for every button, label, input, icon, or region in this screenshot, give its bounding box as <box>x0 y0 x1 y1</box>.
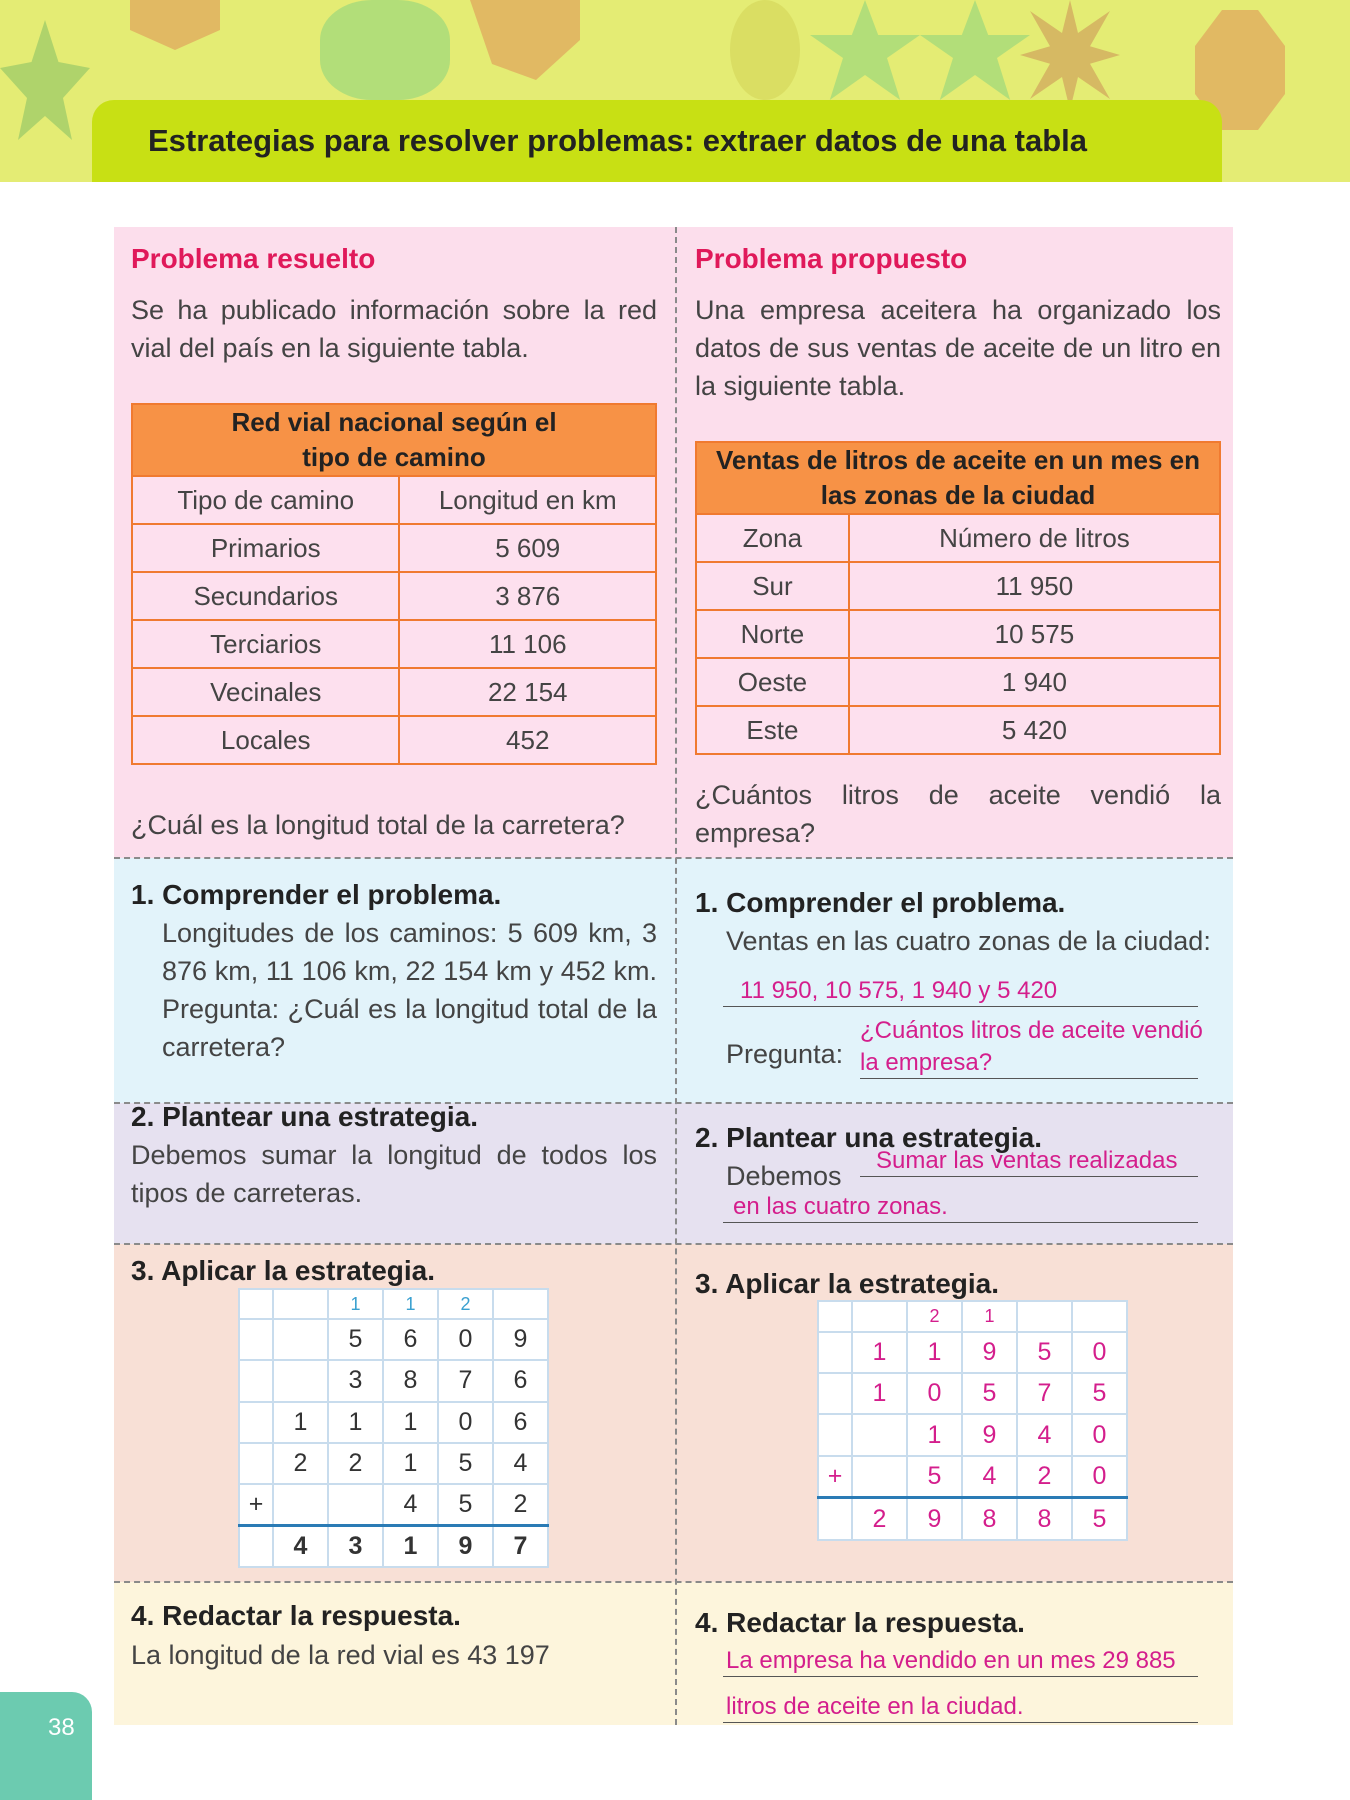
digit-cell <box>328 1484 383 1526</box>
cell: Norte <box>696 610 849 658</box>
digit-cell: 5 <box>438 1443 493 1484</box>
step4-answer-line2: litros de aceite en la ciudad. <box>723 1692 1198 1723</box>
left-step4-title: 4. Redactar la respuesta. <box>131 1600 461 1631</box>
grid-row <box>239 1443 548 1484</box>
digit-cell: 4 <box>962 1456 1017 1498</box>
table-row <box>132 668 656 716</box>
cell: 22 154 <box>399 668 656 716</box>
cell: Terciarios <box>132 620 399 668</box>
digit-cell <box>273 1360 328 1401</box>
column-header: Número de litros <box>849 514 1220 562</box>
operator-cell <box>239 1319 273 1360</box>
left-step3-title: 3. Aplicar la estrategia. <box>131 1255 435 1286</box>
proposed-problem-heading: Problema propuesto <box>695 243 968 274</box>
carry-digit: 1 <box>328 1289 383 1319</box>
operator-cell <box>239 1525 273 1567</box>
digit-cell: 5 <box>1072 1498 1127 1540</box>
digit-cell: 8 <box>1017 1498 1072 1540</box>
cell: Oeste <box>696 658 849 706</box>
question-answer-line1: ¿Cuántos litros de aceite vendió <box>860 1017 1203 1044</box>
digit-cell: 0 <box>1072 1332 1127 1373</box>
digit-cell: 5 <box>1072 1373 1127 1414</box>
cell: 3 876 <box>399 572 656 620</box>
cell: 11 950 <box>849 562 1220 610</box>
digit-cell: 0 <box>1072 1456 1127 1498</box>
grid-row <box>239 1289 548 1319</box>
cell: Secundarios <box>132 572 399 620</box>
carry-digit: 2 <box>438 1289 493 1319</box>
grid-row <box>239 1402 548 1443</box>
step4-answer-line1: La empresa ha vendido en un mes 29 885 <box>723 1646 1198 1677</box>
digit-cell: 1 <box>383 1443 438 1484</box>
digit-cell <box>852 1456 907 1498</box>
left-addition-grid <box>238 1288 549 1568</box>
table-title: Red vial nacional según el tipo de camino <box>132 404 656 476</box>
digit-cell: 2 <box>328 1443 383 1484</box>
digit-cell: 5 <box>907 1456 962 1498</box>
carry-digit <box>273 1289 328 1319</box>
divider <box>114 1581 1233 1583</box>
column-divider <box>675 227 677 1725</box>
digit-cell: 4 <box>1017 1414 1072 1455</box>
cell: Primarios <box>132 524 399 572</box>
right-intro: Una empresa aceitera ha organizado los datos de sus ventas de aceite de un litro en la siguiente tabla. <box>695 295 1221 401</box>
grid-row <box>239 1525 548 1567</box>
cell: 11 106 <box>399 620 656 668</box>
digit-cell: 1 <box>852 1332 907 1373</box>
carry-digit: 1 <box>383 1289 438 1319</box>
digit-cell: 1 <box>383 1402 438 1443</box>
table-row <box>132 524 656 572</box>
operator-cell <box>239 1443 273 1484</box>
digit-cell <box>852 1414 907 1455</box>
left-step2-title: 2. Plantear una estrategia. <box>131 1101 479 1132</box>
right-step2-title: 2. Plantear una estrategia. <box>695 1122 1043 1153</box>
right-step1-answer: 11 950, 10 575, 1 940 y 5 420 <box>723 976 1198 1007</box>
solved-problem-heading: Problema resuelto <box>131 243 376 274</box>
table-row <box>696 562 1220 610</box>
carry-digit <box>493 1289 548 1319</box>
table-title: Ventas de litros de aceite en un mes en las zonas de la ciudad <box>696 442 1220 514</box>
digit-cell: 9 <box>907 1498 962 1540</box>
digit-cell: 5 <box>1017 1332 1072 1373</box>
right-step1-title: 1. Comprender el problema. <box>695 887 1066 918</box>
grid-row <box>818 1373 1127 1414</box>
left-intro: Se ha publicado información sobre la red vial del país en la siguiente tabla. <box>131 295 657 363</box>
right-addition-grid <box>817 1300 1128 1541</box>
right-question <box>695 776 1221 848</box>
cell: 10 575 <box>849 610 1220 658</box>
digit-cell: 3 <box>328 1525 383 1567</box>
column-header: Longitud en km <box>399 476 656 524</box>
digit-cell: 0 <box>907 1373 962 1414</box>
carry-digit <box>239 1289 273 1319</box>
road-network-table <box>131 403 657 765</box>
grid-row <box>818 1332 1127 1373</box>
operator-cell: + <box>818 1456 852 1498</box>
left-step1-text: Longitudes de los caminos: 5 609 km, 3 876 km, 11 106 km, 22 154 km y 452 km. Pregunta: ¿Cuál es la longitud total de la carretera? <box>162 918 657 1062</box>
table-row <box>696 706 1220 754</box>
grid-row <box>239 1484 548 1526</box>
digit-cell: 2 <box>1017 1456 1072 1498</box>
column-header: Zona <box>696 514 849 562</box>
right-question-text: ¿Cuántos litros de aceite vendió la empresa? <box>695 780 1221 848</box>
step2-answer-line2: en las cuatro zonas. <box>723 1192 1198 1223</box>
right-step4-title: 4. Redactar la respuesta. <box>695 1607 1025 1638</box>
digit-cell: 4 <box>383 1484 438 1526</box>
digit-cell: 1 <box>273 1402 328 1443</box>
digit-cell: 2 <box>852 1498 907 1540</box>
cell: 452 <box>399 716 656 764</box>
grid-row <box>239 1319 548 1360</box>
cell: Este <box>696 706 849 754</box>
digit-cell: 2 <box>273 1443 328 1484</box>
step2-answer-line1: Sumar las ventas realizadas <box>860 1146 1198 1177</box>
operator-cell <box>818 1373 852 1414</box>
digit-cell: 9 <box>962 1414 1017 1455</box>
digit-cell: 6 <box>383 1319 438 1360</box>
operator-cell <box>818 1498 852 1540</box>
digit-cell: 6 <box>493 1402 548 1443</box>
carry-digit <box>852 1301 907 1332</box>
page-title: Estrategias para resolver problemas: extraer datos de una tabla <box>92 100 1222 182</box>
digit-cell: 1 <box>907 1332 962 1373</box>
operator-cell <box>818 1414 852 1455</box>
carry-digit: 2 <box>907 1301 962 1332</box>
grid-row <box>239 1360 548 1401</box>
cell: 5 420 <box>849 706 1220 754</box>
page-number: 38 <box>0 1692 92 1800</box>
left-question: ¿Cuál es la longitud total de la carretera? <box>131 810 625 840</box>
digit-cell: 7 <box>493 1525 548 1567</box>
carry-digit <box>818 1301 852 1332</box>
grid-row <box>818 1498 1127 1540</box>
right-step1-text: Ventas en las cuatro zonas de la ciudad: <box>726 926 1211 956</box>
digit-cell: 0 <box>438 1402 493 1443</box>
right-step3-title: 3. Aplicar la estrategia. <box>695 1268 999 1299</box>
digit-cell: 5 <box>328 1319 383 1360</box>
digit-cell: 9 <box>962 1332 1017 1373</box>
left-step2-text: Debemos sumar la longitud de todos los tipos de carreteras. <box>131 1140 657 1208</box>
digit-cell: 0 <box>438 1319 493 1360</box>
grid-row <box>818 1301 1127 1332</box>
table-row <box>696 610 1220 658</box>
cell: Locales <box>132 716 399 764</box>
digit-cell: 6 <box>493 1360 548 1401</box>
grid-row <box>818 1414 1127 1455</box>
digit-cell: 1 <box>383 1525 438 1567</box>
column-header: Tipo de camino <box>132 476 399 524</box>
digit-cell: 8 <box>383 1360 438 1401</box>
digit-cell: 7 <box>1017 1373 1072 1414</box>
carry-digit: 1 <box>962 1301 1017 1332</box>
digit-cell: 4 <box>273 1525 328 1567</box>
table-row <box>132 572 656 620</box>
cell: Vecinales <box>132 668 399 716</box>
digit-cell: 1 <box>907 1414 962 1455</box>
grid-row <box>818 1456 1127 1498</box>
digit-cell: 5 <box>438 1484 493 1526</box>
carry-digit <box>1017 1301 1072 1332</box>
table-row <box>696 658 1220 706</box>
left-step1-title: 1. Comprender el problema. <box>131 879 502 910</box>
digit-cell: 8 <box>962 1498 1017 1540</box>
digit-cell: 1 <box>852 1373 907 1414</box>
question-label: Pregunta: <box>726 1039 844 1069</box>
left-step4-text: La longitud de la red vial es 43 197 <box>131 1640 550 1670</box>
operator-cell: + <box>239 1484 273 1526</box>
operator-cell <box>239 1402 273 1443</box>
cell: 5 609 <box>399 524 656 572</box>
table-row <box>132 620 656 668</box>
digit-cell: 1 <box>328 1402 383 1443</box>
operator-cell <box>239 1360 273 1401</box>
oil-sales-table <box>695 441 1221 755</box>
digit-cell <box>273 1319 328 1360</box>
digit-cell: 7 <box>438 1360 493 1401</box>
step2-label: Debemos <box>726 1161 842 1191</box>
digit-cell <box>273 1484 328 1526</box>
digit-cell: 2 <box>493 1484 548 1526</box>
cell: Sur <box>696 562 849 610</box>
cell: 1 940 <box>849 658 1220 706</box>
digit-cell: 4 <box>493 1443 548 1484</box>
digit-cell: 3 <box>328 1360 383 1401</box>
question-answer-line2: la empresa? <box>860 1048 1198 1079</box>
divider <box>114 1243 1233 1245</box>
table-row <box>132 716 656 764</box>
carry-digit <box>1072 1301 1127 1332</box>
digit-cell: 5 <box>962 1373 1017 1414</box>
divider <box>114 857 1233 859</box>
digit-cell: 0 <box>1072 1414 1127 1455</box>
operator-cell <box>818 1332 852 1373</box>
digit-cell: 9 <box>493 1319 548 1360</box>
digit-cell: 9 <box>438 1525 493 1567</box>
